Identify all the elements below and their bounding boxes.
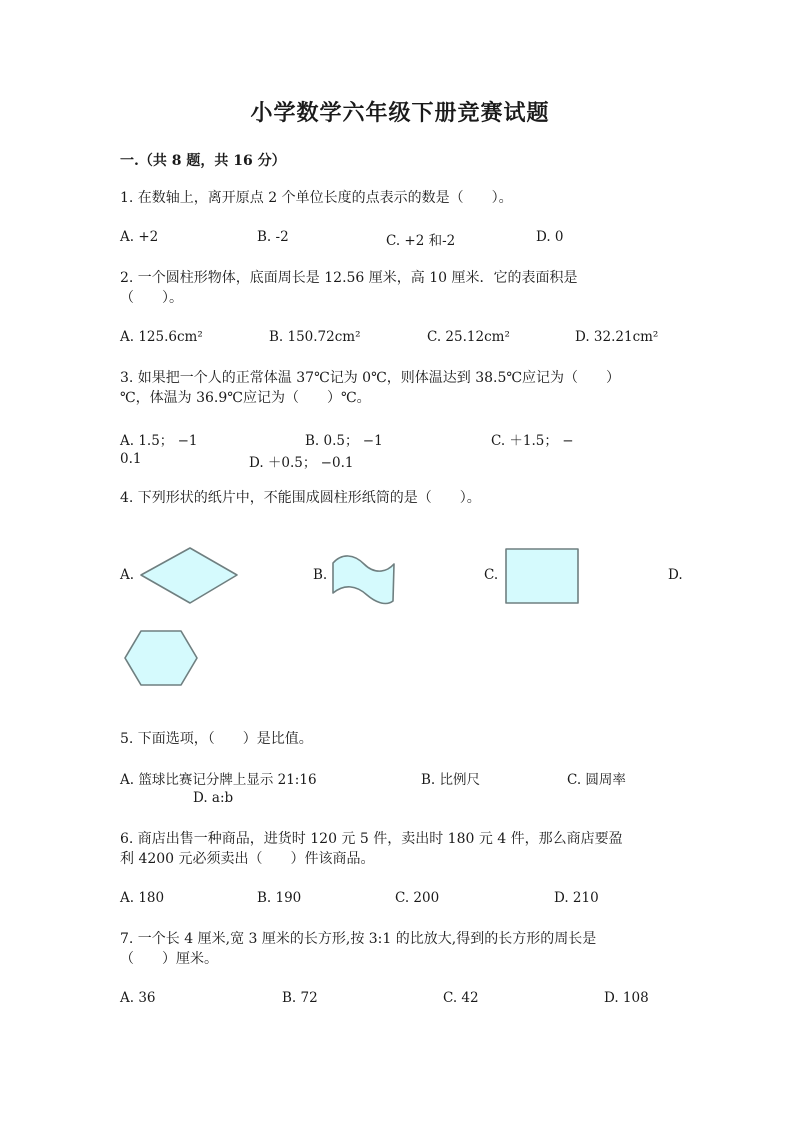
option-a: A. bbox=[120, 567, 135, 583]
question-stem-line-2: （ ）。 bbox=[120, 290, 183, 306]
option-a: A. 125.6cm² bbox=[120, 329, 203, 345]
option-d: D. 32.21cm² bbox=[575, 329, 659, 345]
hexagon-shape bbox=[124, 629, 200, 689]
option-a: A. 180 bbox=[120, 890, 165, 906]
question-stem: 5. 下面选项，（ ）是比值。 bbox=[120, 731, 313, 747]
option-c: C. 圆周率 bbox=[567, 772, 626, 788]
option-d: D. 210 bbox=[554, 890, 599, 906]
option-d: D. a:b bbox=[193, 790, 234, 806]
option-b: B. 150.72cm² bbox=[269, 329, 361, 345]
option-c: C. 42 bbox=[443, 990, 479, 1006]
option-b: B. 72 bbox=[282, 990, 318, 1006]
question-stem: 1. 在数轴上，离开原点 2 个单位长度的点表示的数是（ ）。 bbox=[120, 190, 513, 206]
question-stem: 3. 如果把一个人的正常体温 37℃记为 0℃，则体温达到 38.5℃应记为（ ） bbox=[120, 370, 621, 386]
option-a: A. +2 bbox=[120, 229, 159, 245]
option-a: A. 篮球比赛记分牌上显示 21:16 bbox=[120, 772, 317, 788]
option-d: D. 108 bbox=[604, 990, 649, 1006]
option-d: D. ＋0.5； −0.1 bbox=[249, 455, 354, 471]
question-stem: 2. 一个圆柱形物体，底面周长是 12.56 厘米，高 10 厘米．它的表面积是 bbox=[120, 270, 578, 286]
option-c: C. 25.12cm² bbox=[427, 329, 510, 345]
option-d: D. bbox=[668, 567, 683, 583]
option-c: C. +2 和-2 bbox=[386, 233, 456, 249]
question-stem-line-2: ℃，体温为 36.9℃应记为（ ）℃。 bbox=[120, 390, 371, 406]
option-d: D. 0 bbox=[536, 229, 564, 245]
section-heading: 一.（共 8 题，共 16 分） bbox=[120, 153, 286, 169]
option-b: B. 比例尺 bbox=[421, 772, 481, 788]
question-stem-line-2: （ ）厘米。 bbox=[120, 951, 218, 967]
option-a: A. 36 bbox=[120, 990, 156, 1006]
question-stem: 7. 一个长 4 厘米,宽 3 厘米的长方形,按 3:1 的比放大,得到的长方形的周长是 bbox=[120, 931, 597, 947]
option-b: B. 190 bbox=[257, 890, 302, 906]
question-stem: 6. 商店出售一种商品，进货时 120 元 5 件，卖出时 180 元 4 件，那么商店要盈 bbox=[120, 831, 623, 847]
question-stem: 4. 下列形状的纸片中，不能围成圆柱形纸筒的是（ ）。 bbox=[120, 490, 481, 506]
option-b: B. 0.5； −1 bbox=[305, 433, 383, 449]
option-a: A. 1.5； −1 bbox=[120, 433, 198, 449]
question-stem-line-2: 利 4200 元必须卖出（ ）件该商品。 bbox=[120, 851, 375, 867]
option-c: C. bbox=[484, 567, 499, 583]
option-b: B. bbox=[313, 567, 328, 583]
rectangle-shape bbox=[504, 547, 580, 605]
rhombus-shape bbox=[140, 546, 240, 606]
wavy-paper-shape bbox=[330, 551, 398, 605]
option-c: C. ＋1.5； − bbox=[491, 433, 574, 449]
page-title: 小学数学六年级下册竞赛试题 bbox=[250, 100, 550, 126]
option-c: C. 200 bbox=[395, 890, 440, 906]
option-b: B. -2 bbox=[257, 229, 289, 245]
option-c-continued: 0.1 bbox=[120, 451, 142, 467]
